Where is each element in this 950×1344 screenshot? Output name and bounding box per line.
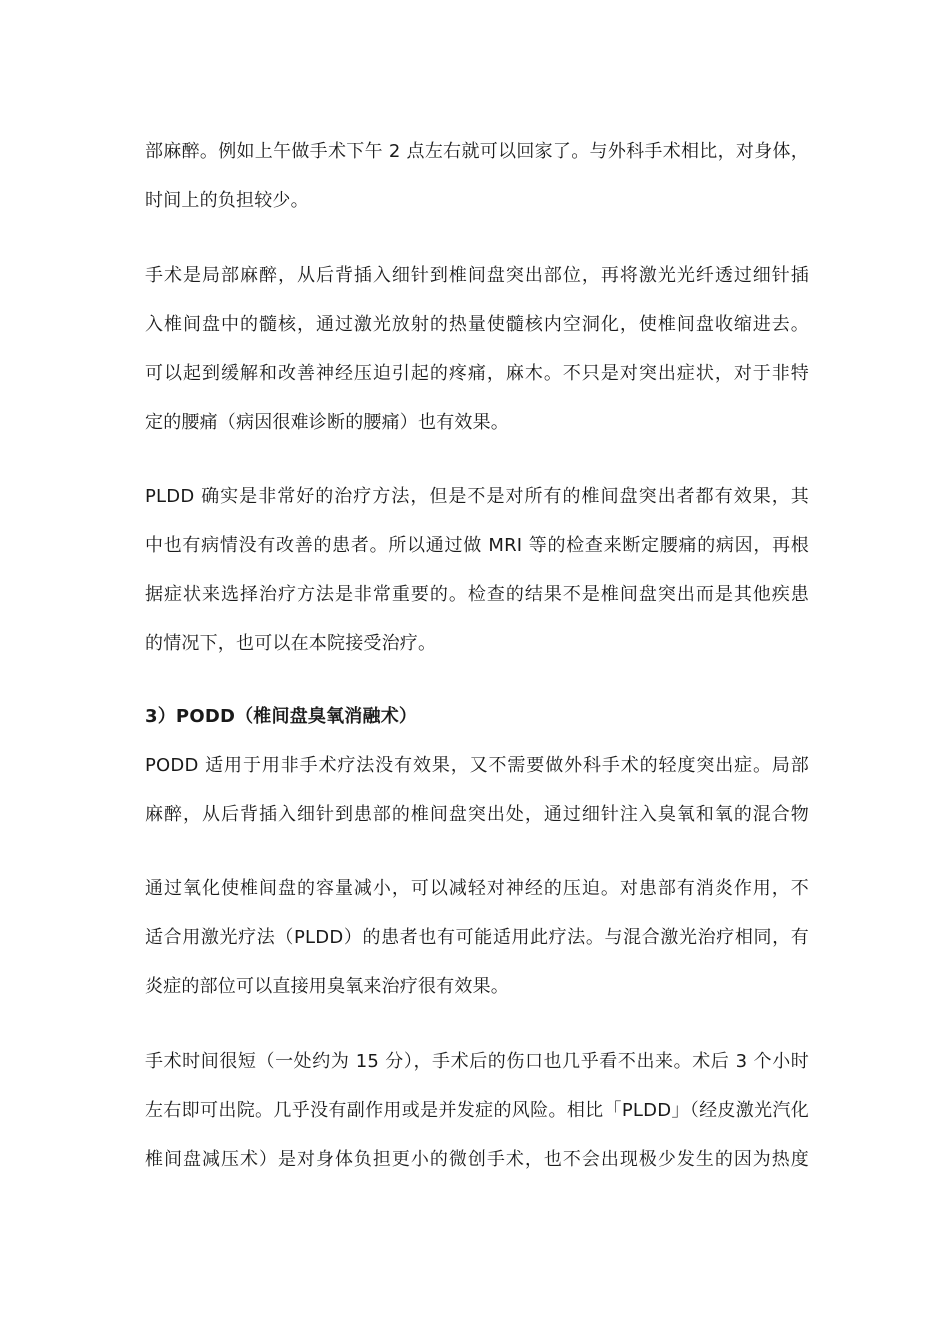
paragraph-line: 可以起到缓解和改善神经压迫引起的疼痛，麻木。不只是对突出症状，对于非特 <box>145 363 809 384</box>
paragraph-line: 定的腰痛（病因很难诊断的腰痛）也有效果。 <box>145 412 509 433</box>
paragraph-line: 手术时间很短（一处约为 15 分），手术后的伤口也几乎看不出来。术后 3 个小时 <box>145 1051 809 1072</box>
paragraph-line: 时间上的负担较少。 <box>145 190 309 211</box>
paragraph-line: 适合用激光疗法（PLDD）的患者也有可能适用此疗法。与混合激光治疗相同，有 <box>145 927 809 948</box>
paragraph-line: 中也有病情没有改善的患者。所以通过做 MRI 等的检查来断定腰痛的病因，再根 <box>145 535 809 556</box>
paragraph-line: PLDD 确实是非常好的治疗方法，但是不是对所有的椎间盘突出者都有效果，其 <box>145 486 809 507</box>
section-heading: 3）PODD（椎间盘臭氧消融术） <box>145 706 418 727</box>
paragraph-line: 入椎间盘中的髓核，通过激光放射的热量使髓核内空洞化，使椎间盘收缩进去。 <box>145 314 809 335</box>
paragraph-line: 左右即可出院。几乎没有副作用或是并发症的风险。相比「PLDD」（经皮激光汽化 <box>145 1100 809 1121</box>
paragraph-line: 通过氧化使椎间盘的容量减小，可以减轻对神经的压迫。对患部有消炎作用，不 <box>145 878 809 899</box>
paragraph-line: PODD 适用于用非手术疗法没有效果，又不需要做外科手术的轻度突出症。局部 <box>145 755 809 776</box>
paragraph-line: 炎症的部位可以直接用臭氧来治疗很有效果。 <box>145 976 509 997</box>
paragraph-line: 据症状来选择治疗方法是非常重要的。检查的结果不是椎间盘突出而是其他疾患 <box>145 584 809 605</box>
paragraph-line: 麻醉，从后背插入细针到患部的椎间盘突出处，通过细针注入臭氧和氧的混合物 <box>145 804 809 825</box>
paragraph-line: 部麻醉。例如上午做手术下午 2 点左右就可以回家了。与外科手术相比，对身体， <box>145 141 809 162</box>
paragraph-line: 手术是局部麻醉，从后背插入细针到椎间盘突出部位，再将激光光纤透过细针插 <box>145 265 809 286</box>
paragraph-line: 的情况下，也可以在本院接受治疗。 <box>145 633 437 654</box>
paragraph-line: 椎间盘减压术）是对身体负担更小的微创手术，也不会出现极少发生的因为热度 <box>145 1149 809 1170</box>
